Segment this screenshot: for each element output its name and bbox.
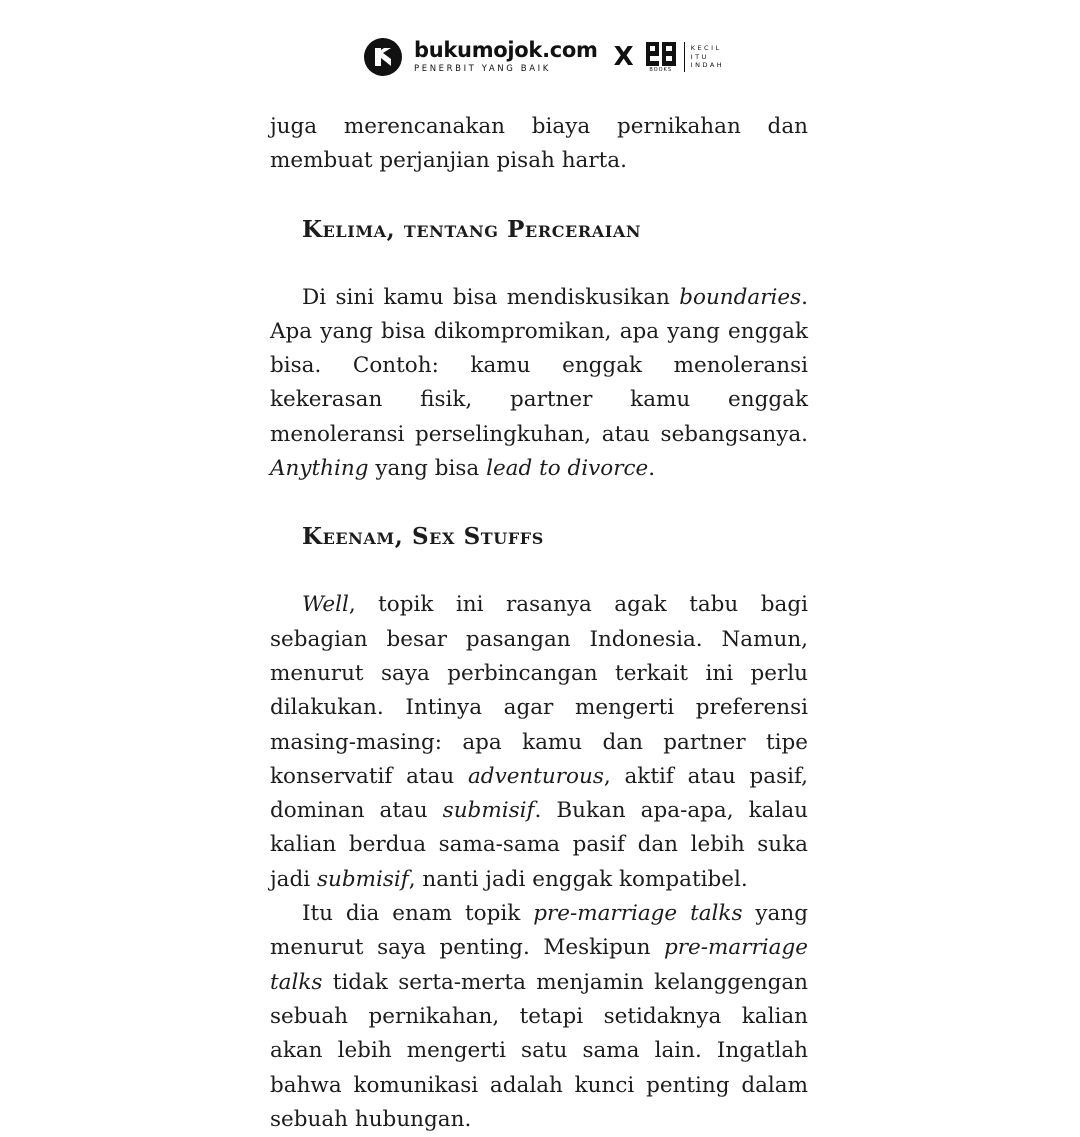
partner-slogan-line: KECIL	[690, 43, 722, 52]
spacer	[270, 247, 808, 281]
publisher-tagline: PENERBIT YANG BAIK	[414, 64, 551, 75]
paragraph-continuation: juga merencanakan biaya pernikahan dan membuat perjanjian pisah harta.	[270, 114, 808, 174]
text-run: Di sini kamu bisa mendiskusikan	[302, 284, 680, 310]
text-run: .	[648, 456, 656, 482]
paragraph-boundaries	[270, 281, 808, 487]
page-header	[364, 36, 724, 78]
italic-run: adventurous	[467, 763, 604, 789]
spacer	[270, 486, 808, 520]
text-run: , nanti jadi enggak kompatibel.	[408, 866, 748, 892]
text-run: . Bukan apa-apa, kalau kalian berdua sama-sama pasif dan lebih suka jadi	[270, 798, 808, 892]
text-run: yang menurut saya penting. Meskipun	[270, 901, 808, 961]
spacer	[270, 179, 808, 213]
text-run: , topik ini rasanya agak tabu bagi sebagian besar pasangan Indonesia. Namun, menurut saya perbincangan terkait ini perlu dilakukan. Intinya agar mengerti preferensi masing-masing: apa kamu dan partner tipe konservatif atau	[270, 592, 808, 789]
italic-run: submisif	[316, 866, 409, 892]
spacer	[270, 554, 808, 588]
text-run: yang bisa	[368, 456, 487, 482]
text-run: , aktif atau pasif, dominan atau	[270, 763, 809, 824]
partner-slogan-line: ITU	[690, 52, 709, 61]
section-heading-keenam: Keenam, Sex Stuffs	[302, 523, 544, 551]
italic-run: pre-marriage talks	[533, 901, 743, 927]
italic-run: boundaries	[679, 284, 802, 310]
publisher-name: bukumojok.com	[414, 38, 598, 63]
paragraph-conclusion	[270, 897, 808, 1137]
italic-run: lead to divorce	[486, 456, 649, 482]
page-content	[270, 110, 808, 1137]
collaboration-cross: X	[613, 42, 634, 72]
partner-divider	[684, 42, 685, 72]
italic-run: pre-marriage talks	[270, 935, 808, 995]
publisher-wordmark	[414, 40, 598, 74]
italic-run: Well	[302, 592, 349, 618]
text-run: Itu dia enam topik	[302, 901, 534, 927]
bukumojok-logo-icon	[364, 38, 402, 76]
partner-logo-icon	[646, 42, 676, 73]
italic-run: submisif	[442, 798, 535, 824]
partner-slogan	[691, 44, 725, 70]
section-heading-kelima: Kelima, tentang Perceraian	[302, 215, 642, 243]
italic-run: Anything	[270, 456, 369, 482]
partner-slogan-line: INDAH	[690, 61, 725, 70]
text-run: tidak serta-merta menjamin kelanggengan sebuah pernikahan, tetapi setidaknya kalian akan lebih mengerti satu sama lain. Ingatlah bahwa komunikasi adalah kunci penting dalam sebuah hubungan.	[270, 969, 808, 1132]
partner-books-label: BOOKS	[649, 66, 673, 73]
text-run: . Apa yang bisa dikompromikan, apa yang enggak bisa. Contoh: kamu enggak menoleransi kekerasan fisik, partner kamu enggak menoleransi perselingkuhan, atau sebangsanya.	[270, 284, 808, 447]
paragraph-sex-stuffs	[270, 588, 808, 897]
